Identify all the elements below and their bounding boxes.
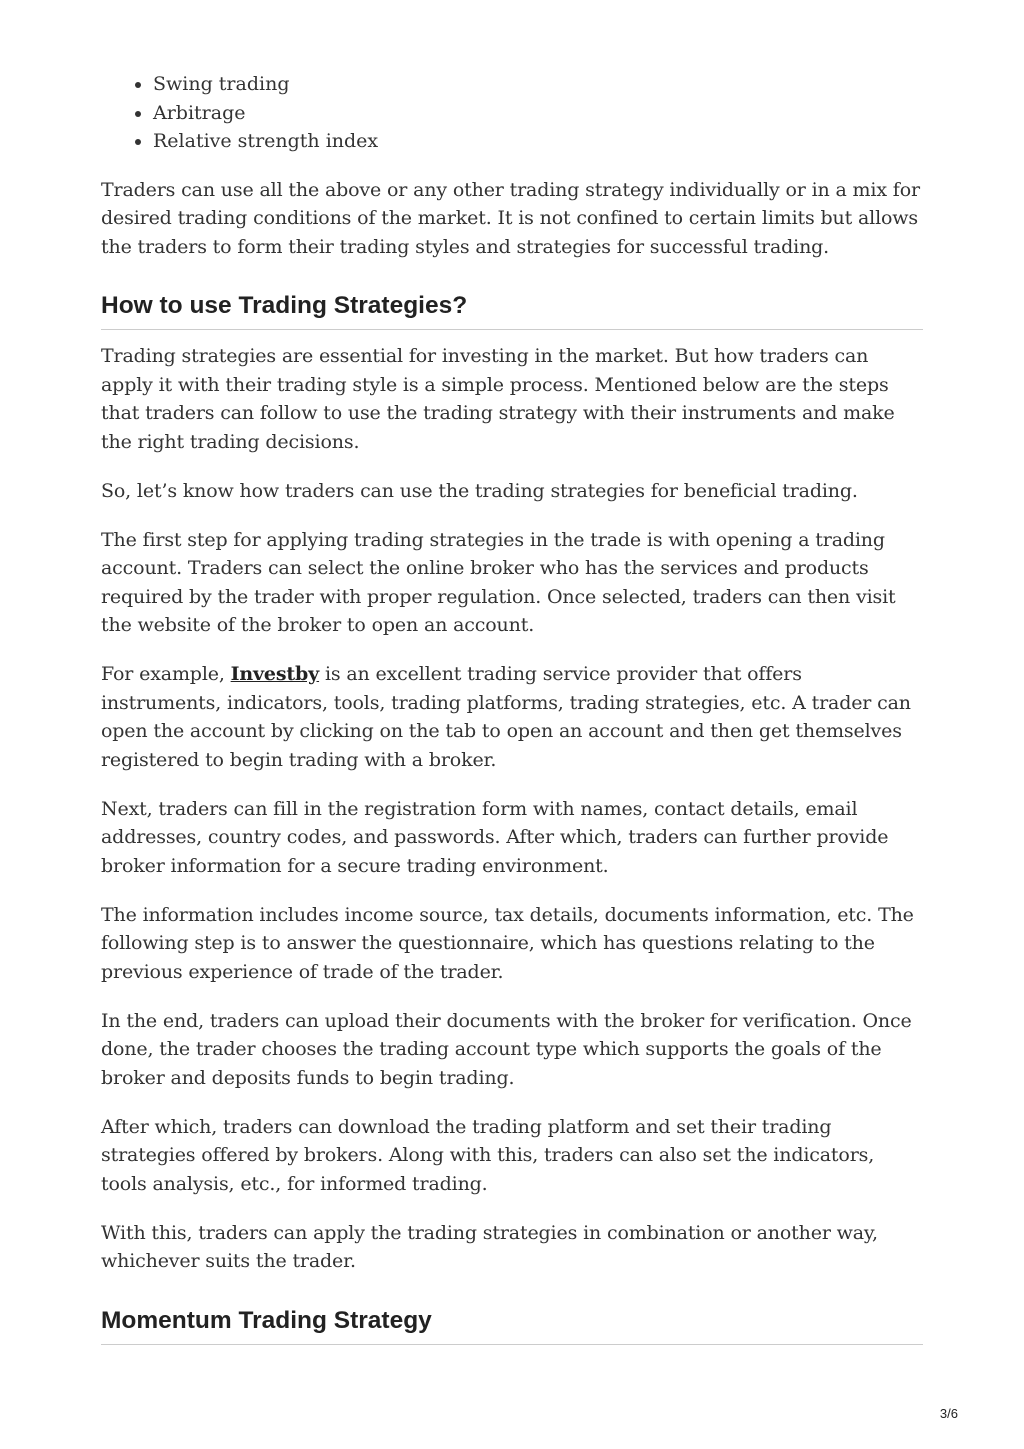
page-number: 3/6 <box>939 1406 958 1421</box>
paragraph: With this, traders can apply the trading strategies in combination or another way, whichever suits the trader. <box>101 1221 878 1272</box>
paragraph-text: For example, <box>101 663 231 685</box>
list-item: • Relative strength index <box>153 127 923 156</box>
list-item: • Swing trading <box>153 70 923 99</box>
paragraph: So, let’s know how traders can use the trading strategies for beneficial trading. <box>101 479 858 502</box>
article-content <box>101 70 923 1345</box>
paragraph: In the end, traders can upload their documents with the broker for verification. Once done, the trader chooses the trading account type which supports the goals of the broker and deposits funds to begin trading. <box>101 1009 912 1089</box>
paragraph-text: is an excellent trading service provider that offers instruments, indicators, tools, trading platforms, trading strategies, etc. A trader can open the account by clicking on the tab to open an account and then get themselves registered to begin trading with a broker. <box>101 663 911 771</box>
strategy-list <box>101 70 923 156</box>
section-heading-momentum: Momentum Trading Strategy <box>101 1306 923 1345</box>
list-item: • Arbitrage <box>153 99 923 128</box>
investby-link[interactable]: Investby <box>230 663 320 685</box>
paragraph: After which, traders can download the trading platform and set their trading strategies offered by brokers. Along with this, traders can also set the indicators, tools analysis, etc., for informed trading. <box>101 1115 875 1195</box>
paragraph: Next, traders can fill in the registration form with names, contact details, email addresses, country codes, and passwords. After which, traders can further provide broker information for a secure trading environment. <box>101 797 889 877</box>
section-heading-how-to-use: How to use Trading Strategies? <box>101 291 923 330</box>
paragraph-with-link <box>101 660 923 774</box>
paragraph: The first step for applying trading strategies in the trade is with opening a trading account. Traders can select the online broker who has the services and products required by the trader with proper regulation. Once selected, traders can then visit the website of the broker to open an account. <box>101 528 896 636</box>
paragraph: Trading strategies are essential for investing in the market. But how traders can apply it with their trading style is a simple process. Mentioned below are the steps that traders can follow to use the trading strategy with their instruments and make the right trading decisions. <box>101 345 895 453</box>
paragraph: The information includes income source, tax details, documents information, etc. The following step is to answer the questionnaire, which has questions relating to the previous experience of trade of the trader. <box>101 903 914 983</box>
intro-paragraph: Traders can use all the above or any other trading strategy individually or in a mix for desired trading conditions of the market. It is not confined to certain limits but allows the traders to form their trading styles and strategies for successful trading. <box>101 178 920 258</box>
